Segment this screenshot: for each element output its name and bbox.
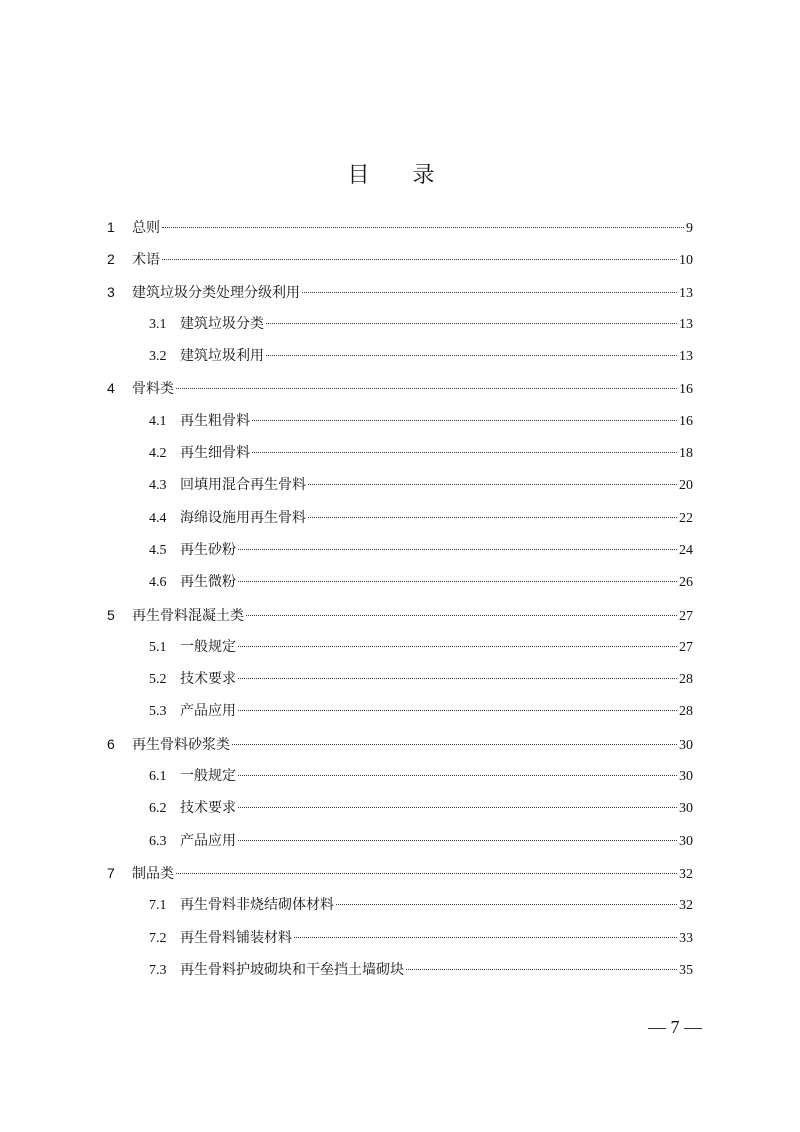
- toc-leader-dots: [176, 388, 677, 389]
- toc-entry-number: 7.1: [149, 898, 167, 914]
- toc-entry[interactable]: [107, 954, 693, 986]
- toc-entry-page: 32: [679, 898, 693, 914]
- toc-entry-page: 32: [679, 866, 693, 882]
- toc-leader-dots: [336, 904, 677, 905]
- toc-entry[interactable]: [107, 631, 693, 663]
- toc-leader-dots: [294, 937, 677, 938]
- toc-entry-page: 28: [679, 704, 693, 720]
- toc-entry[interactable]: [107, 728, 693, 760]
- toc-entry[interactable]: [107, 276, 693, 308]
- toc-entry-label: 海绵设施用再生骨料: [180, 509, 306, 526]
- toc-entry-label: 建筑垃圾利用: [180, 348, 264, 365]
- toc-leader-dots: [308, 484, 677, 485]
- toc-entry-page: 33: [679, 930, 693, 946]
- toc-entry-page: 30: [679, 769, 693, 785]
- toc-entry-label: 技术要求: [180, 800, 236, 817]
- toc-entry[interactable]: [107, 340, 693, 372]
- toc-entry[interactable]: [107, 566, 693, 598]
- toc-entry-page: 20: [679, 478, 693, 494]
- toc-leader-dots: [176, 873, 677, 874]
- toc-leader-dots: [238, 807, 677, 808]
- toc-entry-label: 产品应用: [180, 703, 236, 720]
- toc-entry-number: 6.3: [149, 833, 167, 849]
- toc-leader-dots: [238, 710, 677, 711]
- toc-leader-dots: [252, 452, 677, 453]
- toc-entry-number: 1: [107, 219, 115, 235]
- toc-entry-label: 产品应用: [180, 832, 236, 849]
- toc-entry-number: 4: [107, 380, 115, 397]
- toc-leader-dots: [238, 549, 677, 550]
- toc-entry-label: 一般规定: [180, 638, 236, 655]
- toc-entry-number: 5.1: [149, 639, 167, 655]
- toc-entry-label: 术语: [132, 252, 160, 269]
- toc-entry[interactable]: [107, 372, 693, 404]
- toc-entry-page: 27: [679, 608, 693, 624]
- toc-entry-number: 6: [107, 735, 115, 752]
- toc-leader-dots: [238, 646, 677, 647]
- toc-entry[interactable]: [107, 211, 693, 243]
- toc-entry-page: 28: [679, 672, 693, 688]
- toc-entry-number: 5.2: [149, 672, 167, 688]
- toc-entry-number: 3: [107, 283, 115, 300]
- toc-entry-label: 再生骨料混凝土类: [132, 607, 244, 624]
- toc-entry-label: 再生骨料砂浆类: [132, 736, 230, 753]
- toc-entry-label: 回填用混合再生骨料: [180, 477, 306, 494]
- toc-entry-page: 13: [679, 316, 693, 332]
- toc-entry[interactable]: [107, 308, 693, 340]
- page-title: 目 录: [347, 163, 453, 188]
- toc-entry-number: 4.3: [149, 478, 167, 494]
- toc-entry[interactable]: [107, 889, 693, 921]
- toc-leader-dots: [302, 292, 677, 293]
- toc-entry-number: 4.4: [149, 510, 167, 526]
- toc-entry-page: 9: [686, 221, 693, 236]
- toc-entry-number: 4.2: [149, 446, 167, 462]
- toc-entry-label: 再生粗骨料: [180, 412, 250, 429]
- toc-entry-page: 16: [679, 413, 693, 429]
- toc-entry-number: 2: [107, 251, 115, 268]
- toc-entry-label: 再生砂粉: [180, 541, 236, 558]
- toc-entry-page: 35: [679, 962, 693, 978]
- toc-leader-dots: [246, 615, 677, 616]
- toc-entry-page: 30: [679, 833, 693, 849]
- toc-entry-number: 4.6: [149, 575, 167, 591]
- toc-entry[interactable]: [107, 857, 693, 889]
- toc-entry-label: 再生骨料铺装材料: [180, 929, 292, 946]
- toc-entry-page: 26: [679, 575, 693, 591]
- toc-entry-page: 13: [679, 285, 693, 301]
- toc-entry-label: 再生微粉: [180, 574, 236, 591]
- toc-entry-number: 4.5: [149, 542, 167, 558]
- toc-entry-page: 16: [679, 382, 693, 398]
- toc-entry-number: 6.1: [149, 769, 167, 785]
- toc-entry-number: 3.2: [149, 349, 167, 365]
- toc-leader-dots: [238, 581, 677, 582]
- page-number: — 7 —: [648, 1017, 702, 1037]
- toc-entry-number: 7.3: [149, 962, 167, 978]
- toc-entry[interactable]: [107, 663, 693, 695]
- toc-entry-label: 技术要求: [180, 671, 236, 688]
- toc-leader-dots: [162, 259, 677, 260]
- table-of-contents: [107, 211, 693, 986]
- toc-leader-dots: [266, 355, 677, 356]
- toc-entry-page: 18: [679, 446, 693, 462]
- toc-leader-dots: [238, 840, 677, 841]
- toc-entry-number: 7: [107, 864, 115, 881]
- toc-entry-label: 制品类: [132, 865, 174, 882]
- toc-entry-page: 22: [679, 510, 693, 526]
- toc-leader-dots: [252, 420, 677, 421]
- toc-entry-number: 5.3: [149, 704, 167, 720]
- toc-entry-page: 13: [679, 349, 693, 365]
- toc-entry[interactable]: [107, 243, 693, 275]
- toc-entry-number: 7.2: [149, 930, 167, 946]
- toc-entry-number: 3.1: [149, 316, 167, 332]
- toc-entry-label: 建筑垃圾分类处理分级利用: [132, 284, 300, 301]
- toc-entry-label: 骨料类: [132, 381, 174, 398]
- toc-entry[interactable]: [107, 405, 693, 437]
- toc-entry-label: 再生骨料护坡砌块和干垒挡土墙砌块: [180, 961, 404, 978]
- toc-leader-dots: [238, 775, 677, 776]
- toc-entry-label: 再生骨料非烧结砌体材料: [180, 897, 334, 914]
- toc-entry[interactable]: [107, 534, 693, 566]
- toc-entry-page: 30: [679, 801, 693, 817]
- toc-entry-number: 5: [107, 606, 115, 623]
- toc-entry-number: 6.2: [149, 801, 167, 817]
- toc-entry-page: 27: [679, 639, 693, 655]
- toc-leader-dots: [238, 678, 677, 679]
- toc-entry[interactable]: [107, 469, 693, 501]
- toc-entry[interactable]: [107, 922, 693, 954]
- toc-entry-label: 一般规定: [180, 768, 236, 785]
- toc-leader-dots: [232, 744, 677, 745]
- toc-entry-label: 再生细骨料: [180, 445, 250, 462]
- toc-entry-page: 24: [679, 542, 693, 558]
- toc-entry-page: 30: [679, 737, 693, 753]
- toc-leader-dots: [162, 227, 684, 228]
- toc-entry-label: 建筑垃圾分类: [180, 315, 264, 332]
- toc-entry[interactable]: [107, 760, 693, 792]
- toc-entry-number: 4.1: [149, 413, 167, 429]
- toc-entry-page: 10: [679, 253, 693, 269]
- toc-entry[interactable]: [107, 437, 693, 469]
- toc-entry[interactable]: [107, 599, 693, 631]
- toc-leader-dots: [266, 323, 677, 324]
- toc-leader-dots: [406, 969, 677, 970]
- toc-entry[interactable]: [107, 825, 693, 857]
- toc-entry[interactable]: [107, 502, 693, 534]
- toc-entry[interactable]: [107, 695, 693, 727]
- toc-entry[interactable]: [107, 792, 693, 824]
- toc-entry-label: 总则: [132, 220, 160, 236]
- toc-leader-dots: [308, 517, 677, 518]
